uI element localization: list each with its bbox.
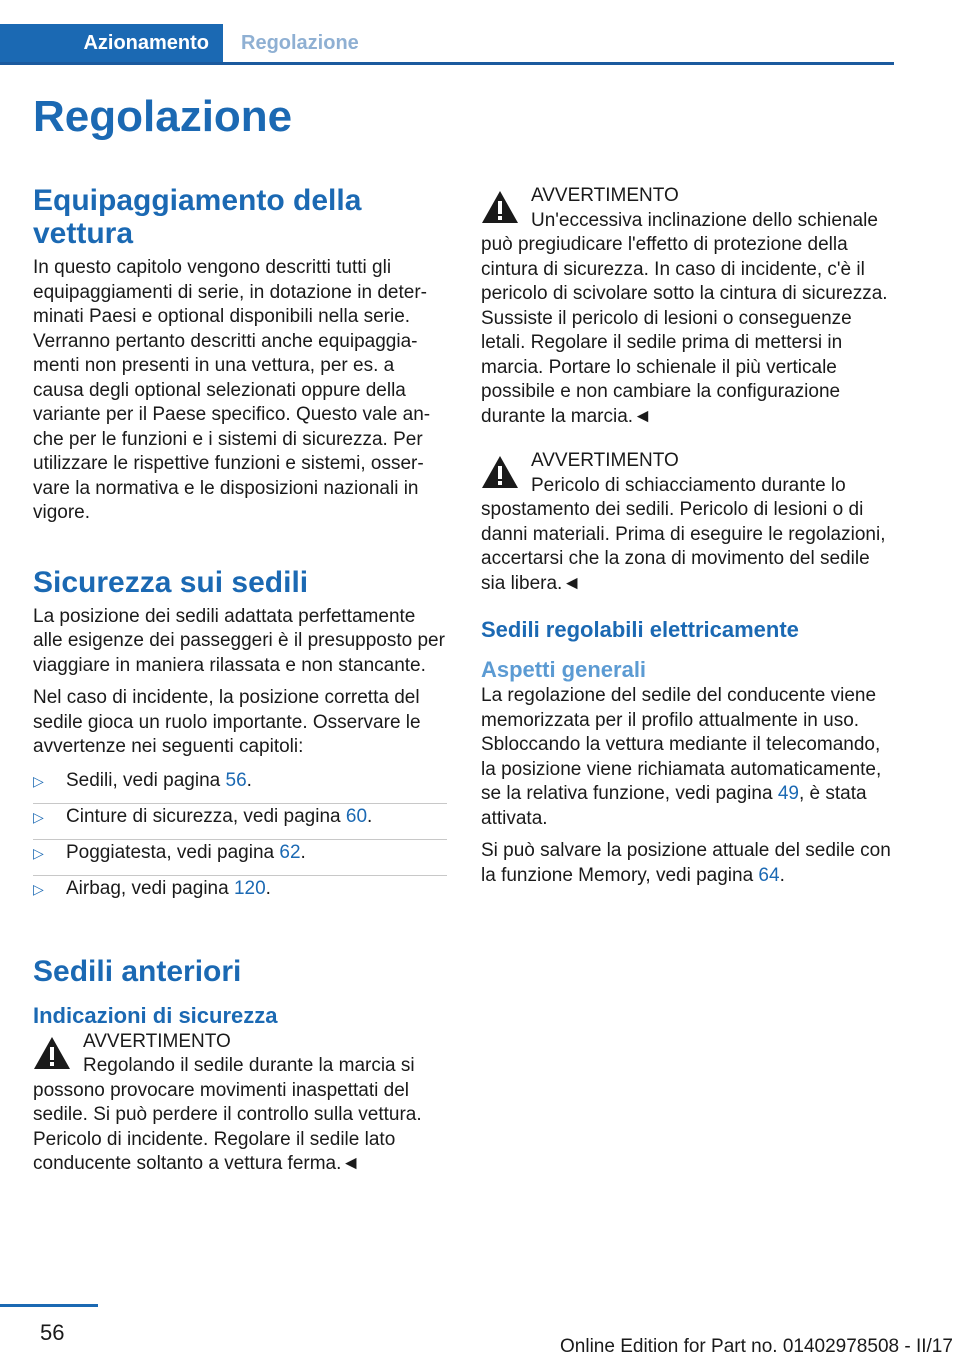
page-link-60[interactable]: 60 — [345, 805, 368, 827]
warning-text — [481, 209, 895, 430]
warning-triangle-icon — [481, 455, 519, 489]
warning-text — [33, 1054, 447, 1177]
warning-text-content: Un'eccessiva inclinazione dello schienale può pregiudicare l'effetto di protezione della cintura di sicurezza. In caso di incidente, c'è il pericolo di scivolare sotto la cintura di sicurezza. Sussiste il pericolo di lesioni o conseguenze letali. Regolare il sedile prima di mettersi in marcia. Portare lo schienale il più verticale possibile e non cambiare la configurazione durante la marcia.◄ — [481, 209, 888, 427]
footer-edition: Online Edition for Part no. 01402978508 - II/17 — [560, 1336, 953, 1357]
warning-triangle-icon — [481, 190, 519, 224]
list-item: ▷ Sedili, vedi pagina 56. — [33, 768, 447, 804]
subsection-title-indicazioni: Indicazioni di sicurezza — [33, 1002, 278, 1028]
page-number: 56 — [40, 1320, 65, 1345]
tab-azionamento[interactable]: Azionamento — [0, 24, 223, 62]
paragraph-sicurezza-1: La posizione dei sedili adattata perfettamente alle esigenze dei passeggeri è il presupposto per viaggiare in maniera rilassata e non stancante. — [33, 605, 445, 676]
section-title-equipaggiamento: Equipaggiamento della vettura — [33, 184, 362, 250]
warning-block-2 — [481, 184, 895, 429]
page-link-64[interactable]: 64 — [758, 864, 780, 886]
paragraph-regolazione — [481, 684, 895, 831]
subsection-title-sedili-elettrici: Sedili regolabili elettricamente — [481, 617, 799, 642]
list-item: ▷ Cinture di sicurezza, vedi pagina 60. — [33, 804, 447, 840]
left-column — [33, 184, 447, 1197]
triangle-bullet-icon: ▷ — [33, 808, 44, 825]
triangle-bullet-icon: ▷ — [33, 844, 44, 861]
warning-triangle-icon — [33, 1036, 71, 1070]
paragraph-text: . — [779, 864, 785, 886]
section-title-sicurezza: Sicurezza sui sedili — [33, 565, 309, 599]
warning-text-content: Regolando il sedile durante la marcia si possono provocare movimenti inaspettati del sedile. Si può perdere il controllo sulla vettura. Pericolo di incidente. Regolare il sedile lato conducente soltanto a vettura ferma.◄ — [33, 1055, 422, 1174]
subsection-title-aspetti-generali: Aspetti generali — [481, 657, 647, 682]
warning-block-3 — [481, 449, 895, 596]
chapter-list — [33, 768, 447, 911]
list-item-text: Poggiatesta, vedi pagina — [66, 841, 280, 863]
paragraph-equipaggiamento: In questo capitolo vengono descritti tutti gli equipaggiamenti di serie, in dotazione in determinati Paesi e optional disponibili nella serie. Verranno pertanto descritti anche equipaggiamenti non presenti in una vettura, per es. a causa degli optional selezionati oppure della variante per il Paese specifico. Questo vale anche per le funzioni e i sistemi di sicurezza. Per utilizzare le rispettive funzioni e sistemi, osservare la normativa e le disposizioni nazionali in vigore. — [33, 257, 431, 523]
paragraph-sicurezza-2: Nel caso di incidente, la posizione corretta del sedile gioca un ruolo importante. Osservare le avvertenze nei seguenti capitoli: — [33, 687, 421, 757]
paragraph-text: La regolazione del sedile del conducente viene memorizzata per il profilo attualmente in uso. Sbloccando la vettura mediante il telecomando, la posizione viene richiamata automaticamente, se la relativa funzione, vedi pagina — [481, 685, 882, 804]
page-title: Regolazione — [33, 92, 293, 141]
paragraph-memory — [481, 839, 895, 888]
warning-text — [481, 474, 895, 597]
list-item: ▷ Poggiatesta, vedi pagina 62. — [33, 840, 447, 876]
header-tabbar — [0, 24, 894, 65]
triangle-bullet-icon: ▷ — [33, 772, 44, 789]
warning-heading: AVVERTIMENTO — [531, 185, 679, 206]
list-item-text: Cinture di sicurezza, vedi pagina — [66, 805, 346, 827]
paragraph-text: Si può salvare la posizione attuale del sedile con la funzione Memory, vedi pagina — [481, 840, 891, 886]
paragraph-text: , è stata attivata. — [481, 783, 867, 829]
warning-heading: AVVERTIMENTO — [531, 450, 679, 471]
right-column — [481, 184, 895, 896]
page-link-120[interactable]: 120 — [233, 877, 266, 899]
tab-regolazione[interactable]: Regolazione — [241, 32, 359, 54]
list-item-text: Airbag, vedi pagina — [66, 877, 234, 899]
warning-text-content: Pericolo di schiacciamento durante lo spostamento dei sedili. Pericolo di lesioni o di danni materiali. Prima di eseguire le regolazioni, accertarsi che la zona di movimento del sedile sia libera.◄ — [481, 474, 886, 594]
warning-block-1 — [33, 1030, 447, 1177]
warning-heading: AVVERTIMENTO — [83, 1030, 231, 1052]
footer-rule — [0, 1304, 98, 1307]
section-title-sedili-anteriori: Sedili anteriori — [33, 954, 242, 988]
page-link-56[interactable]: 56 — [225, 769, 247, 791]
page-link-49[interactable]: 49 — [777, 783, 799, 804]
list-item-text: Sedili, vedi pagina — [66, 769, 226, 791]
page-link-62[interactable]: 62 — [279, 841, 301, 863]
triangle-bullet-icon: ▷ — [33, 880, 44, 897]
list-item: ▷ Airbag, vedi pagina 120. — [33, 876, 447, 911]
